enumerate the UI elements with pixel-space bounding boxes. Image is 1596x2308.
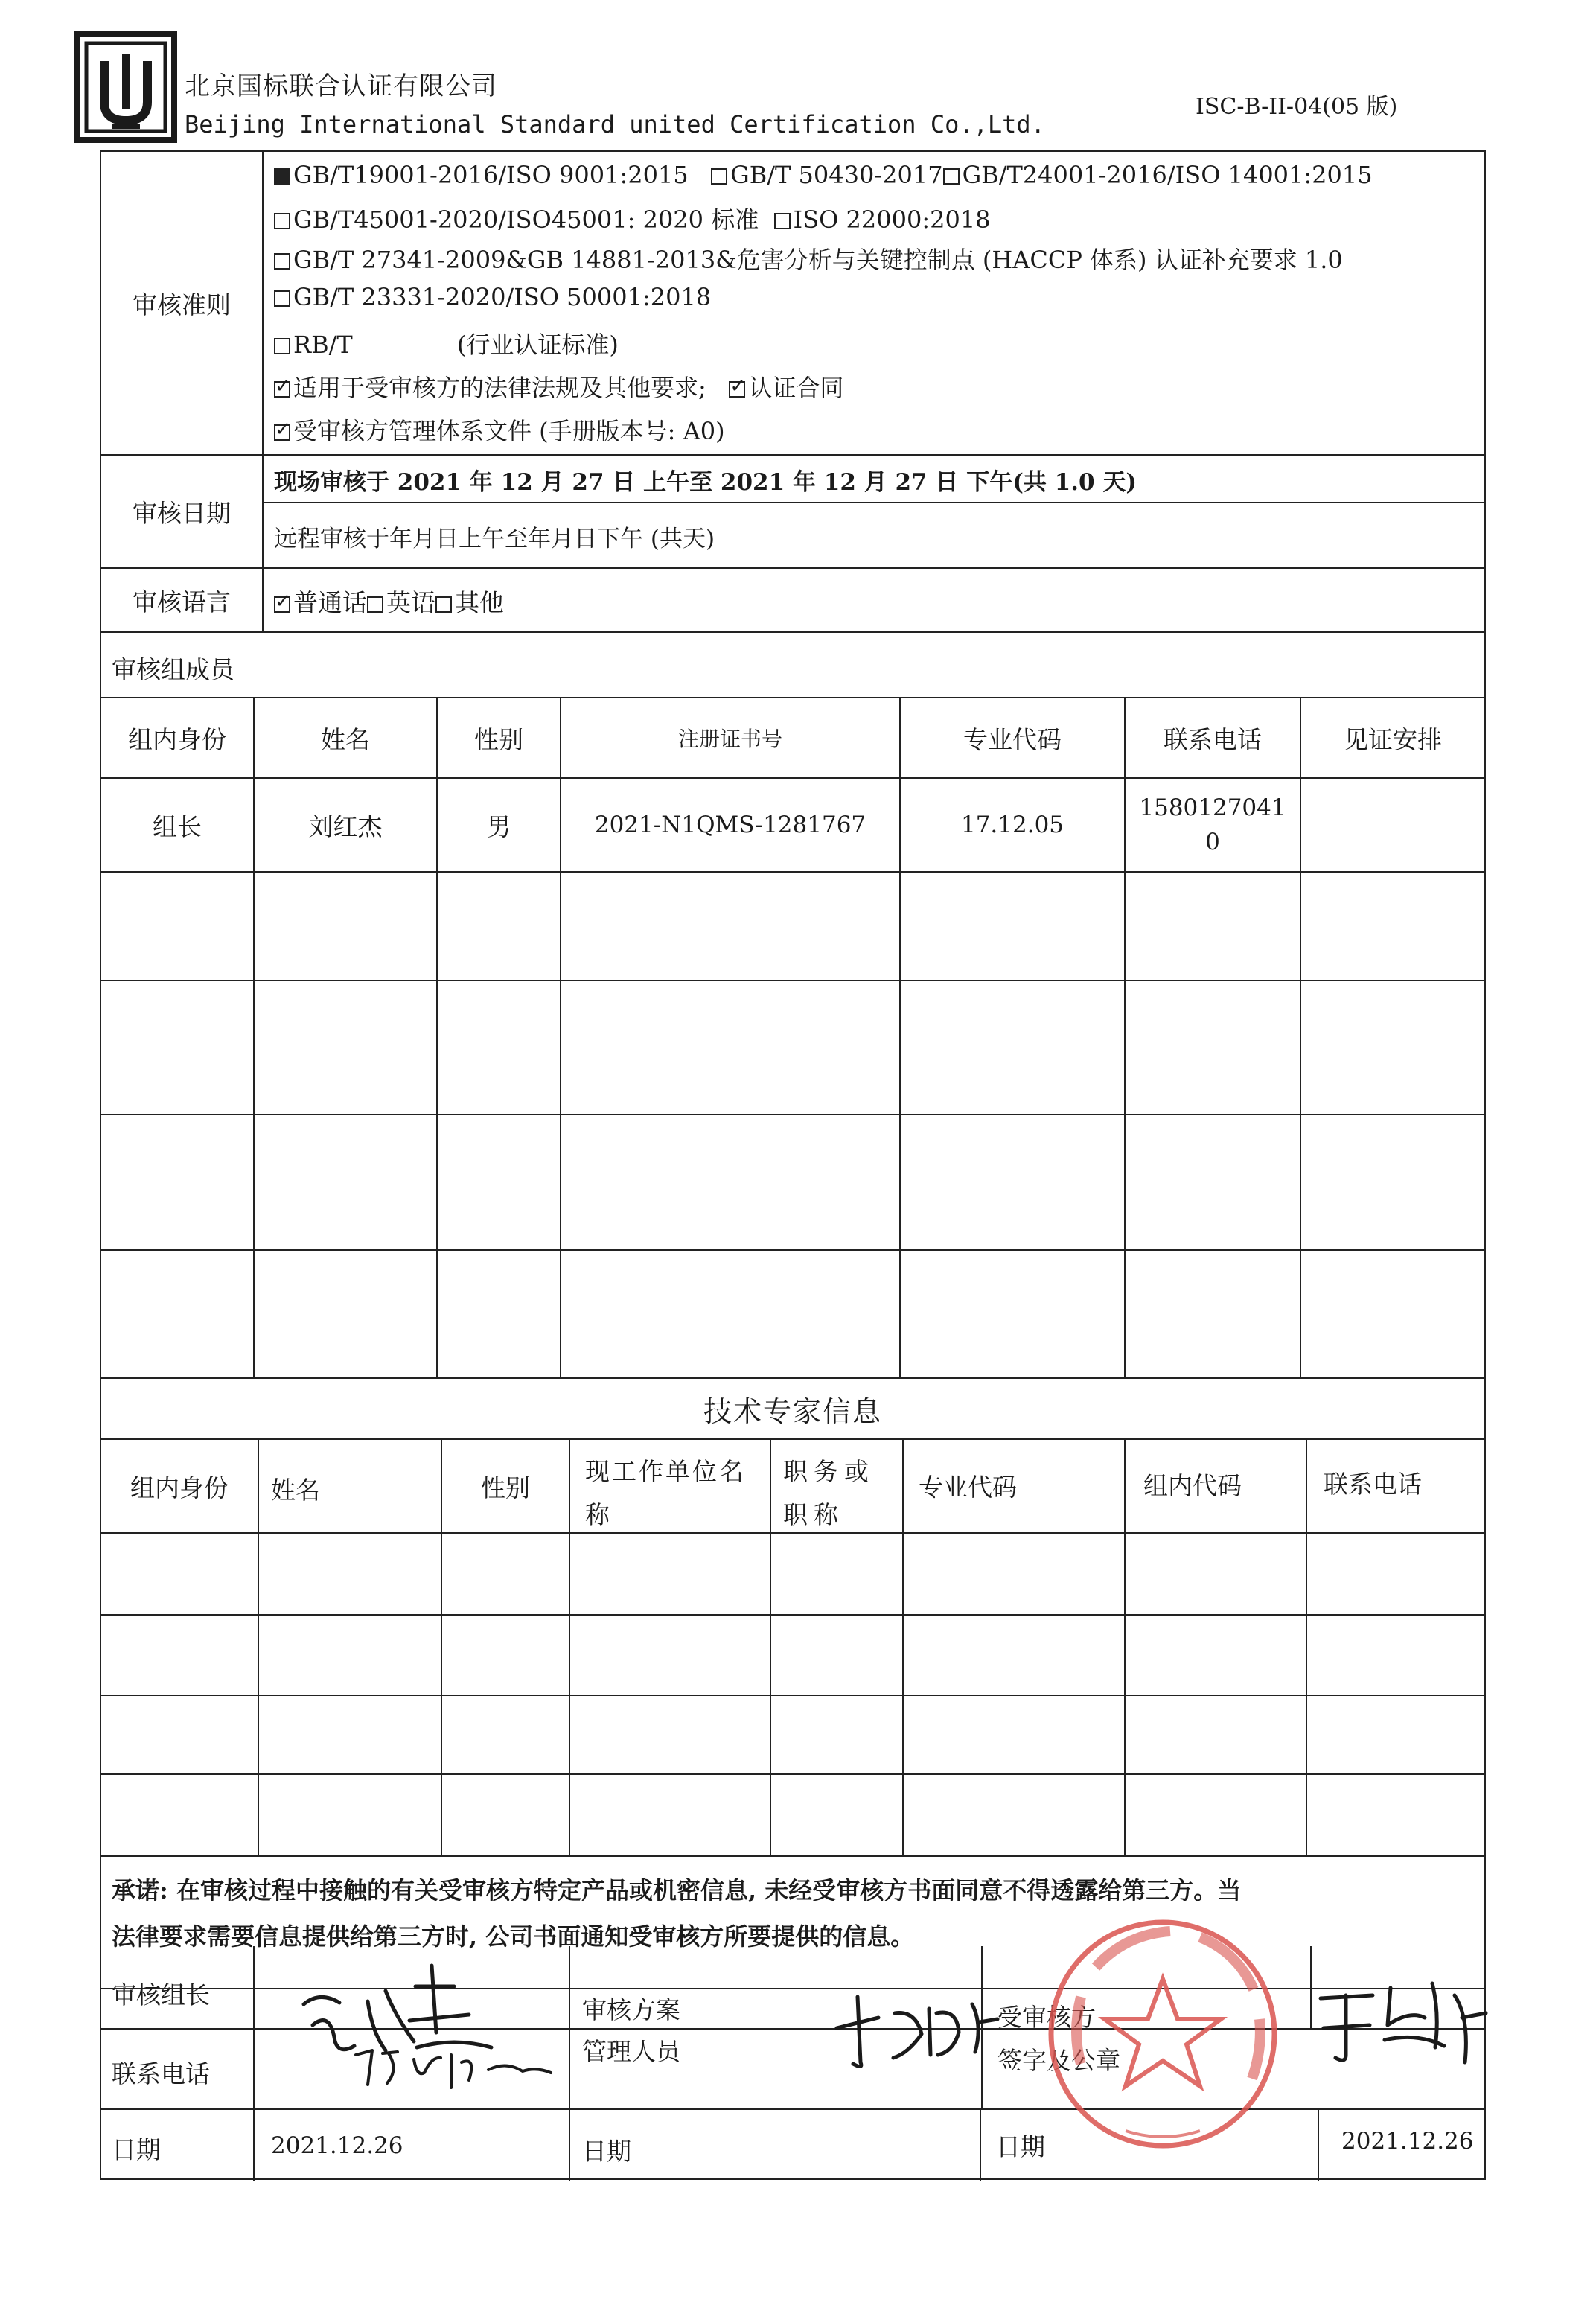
experts-title-row bbox=[101, 1379, 1484, 1440]
expert-header-gender bbox=[442, 1440, 570, 1532]
team-header-cert bbox=[561, 698, 901, 777]
criteria-iso9001: GB/T19001-2016/ISO 9001:2015 bbox=[293, 161, 689, 189]
checkbox-mandarin[interactable] bbox=[274, 596, 290, 613]
plan-manager-label-2: 管理人员 bbox=[582, 2037, 680, 2066]
member-gender: 男 bbox=[486, 812, 511, 841]
remote-audit-date: 远程审核于年月日上午至年月日下午 (共天) bbox=[274, 526, 715, 552]
auditee-date-label: 日期 bbox=[996, 2132, 1045, 2161]
member-role-cell bbox=[101, 779, 255, 871]
member-code: 17.12.05 bbox=[960, 812, 1064, 838]
audit-language-options bbox=[274, 584, 504, 619]
language-english: 英语 bbox=[386, 588, 435, 617]
team-header-row bbox=[101, 698, 1484, 779]
expert-header-role-text: 组内身份 bbox=[130, 1473, 229, 1502]
audit-criteria-label: 审核准则 bbox=[133, 290, 231, 319]
checkbox-iso9001[interactable] bbox=[274, 168, 290, 185]
checkbox-english[interactable] bbox=[367, 596, 383, 613]
member-cert-cell bbox=[561, 779, 901, 871]
header-cert: 注册证书号 bbox=[677, 727, 782, 751]
member-role: 组长 bbox=[153, 812, 202, 841]
checkbox-other[interactable] bbox=[435, 596, 452, 613]
language-mandarin: 普通话 bbox=[293, 588, 367, 617]
header-witness: 见证安排 bbox=[1344, 724, 1442, 754]
checkbox-gb50430[interactable] bbox=[711, 168, 727, 185]
criteria-rbt: RB/T bbox=[293, 331, 353, 359]
experts-title: 技术专家信息 bbox=[703, 1394, 882, 1428]
criteria-line-5 bbox=[274, 326, 619, 360]
team-label: 审核组成员 bbox=[112, 655, 234, 684]
expert-header-group-code-text: 组内代码 bbox=[1143, 1471, 1242, 1500]
team-header-code bbox=[901, 698, 1126, 777]
checkbox-iso50001[interactable] bbox=[274, 290, 290, 307]
expert-header-name-text: 姓名 bbox=[271, 1476, 320, 1505]
plan-date-cell bbox=[570, 2110, 981, 2181]
header-gender: 性别 bbox=[474, 724, 523, 754]
table-row bbox=[101, 1696, 1484, 1775]
team-header-role bbox=[101, 698, 255, 777]
criteria-legal-requirements: 适用于受审核方的法律法规及其他要求; bbox=[293, 374, 706, 402]
onsite-audit-date: 现场审核于 2021 年 12 月 27 日 上午至 2021 年 12 月 27 日 下午(共 1.0 天) bbox=[274, 469, 1137, 496]
language-other: 其他 bbox=[455, 588, 504, 617]
expert-header-title-text: 职务或职称 bbox=[783, 1457, 875, 1529]
audit-language-row bbox=[101, 569, 1484, 633]
expert-header-name bbox=[259, 1440, 442, 1532]
team-header-witness bbox=[1301, 698, 1484, 777]
member-name-cell bbox=[255, 779, 438, 871]
audit-date-row bbox=[101, 456, 1484, 569]
expert-header-code-text: 专业代码 bbox=[919, 1473, 1017, 1502]
criteria-iso14001: GB/T24001-2016/ISO 14001:2015 bbox=[962, 161, 1373, 189]
criteria-line-2 bbox=[274, 201, 991, 235]
plan-manager-signature bbox=[826, 1980, 1005, 2077]
criteria-line-3 bbox=[274, 241, 1343, 275]
expert-header-gender-text: 性别 bbox=[481, 1473, 530, 1502]
audit-language-label: 审核语言 bbox=[133, 587, 231, 616]
pledge-line-2: 法律要求需要信息提供给第三方时, 公司书面通知受审核方所要提供的信息。 bbox=[112, 1922, 915, 1951]
header-phone: 联系电话 bbox=[1164, 724, 1262, 754]
leader-date-cell bbox=[255, 2110, 570, 2181]
criteria-line-6 bbox=[274, 369, 843, 404]
leader-date-label-cell bbox=[101, 2110, 255, 2181]
leader-label: 审核组长 bbox=[112, 1980, 210, 2009]
criteria-line-1 bbox=[274, 161, 1373, 189]
member-cert: 2021-N1QMS-1281767 bbox=[594, 812, 866, 838]
leader-phone-handwriting bbox=[350, 2025, 573, 2100]
checkbox-haccp[interactable] bbox=[274, 253, 290, 270]
audit-language-label-cell bbox=[101, 569, 264, 631]
criteria-iso50001: GB/T 23331-2020/ISO 50001:2018 bbox=[293, 283, 712, 311]
audit-form-table bbox=[100, 150, 1486, 2180]
criteria-management-docs: 受审核方管理体系文件 (手册版本号: A0) bbox=[293, 417, 725, 445]
criteria-line-4 bbox=[274, 283, 711, 311]
checkbox-iso45001[interactable] bbox=[274, 213, 290, 229]
checkbox-management-docs[interactable] bbox=[274, 424, 290, 441]
expert-header-code bbox=[904, 1440, 1126, 1532]
member-phone-cell bbox=[1126, 779, 1301, 871]
checkbox-certification-contract[interactable] bbox=[729, 381, 745, 398]
criteria-line-7 bbox=[274, 412, 725, 447]
table-row bbox=[101, 779, 1484, 873]
plan-manager-label-1: 审核方案 bbox=[582, 1995, 680, 2024]
team-header-name bbox=[255, 698, 438, 777]
table-row bbox=[101, 873, 1484, 981]
criteria-gb50430: GB/T 50430-2017 bbox=[730, 161, 943, 189]
member-phone-line2: 0 bbox=[1205, 829, 1220, 855]
header-name: 姓名 bbox=[321, 724, 370, 754]
criteria-certification-contract: 认证合同 bbox=[748, 374, 844, 402]
audit-date-label: 审核日期 bbox=[133, 498, 231, 528]
experts-header-row bbox=[101, 1440, 1484, 1534]
auditee-label-2: 签字及公章 bbox=[998, 2046, 1120, 2075]
table-row bbox=[101, 1251, 1484, 1379]
leader-date: 2021.12.26 bbox=[271, 2132, 403, 2159]
expert-header-role bbox=[101, 1440, 259, 1532]
expert-header-phone bbox=[1307, 1440, 1484, 1532]
onsite-date-cell bbox=[264, 456, 1484, 503]
audit-date-label-cell bbox=[101, 456, 264, 567]
member-code-cell bbox=[901, 779, 1126, 871]
expert-header-phone-text: 联系电话 bbox=[1324, 1470, 1422, 1499]
checkbox-rbt[interactable] bbox=[274, 338, 290, 354]
expert-header-group-code bbox=[1126, 1440, 1307, 1532]
table-row bbox=[101, 1616, 1484, 1696]
company-name-en: Beijing International Standard united Certification Co.,Ltd. bbox=[185, 110, 1045, 138]
member-phone-line1: 1580127041 bbox=[1139, 794, 1286, 821]
expert-header-employer-text: 现工作单位名称 bbox=[585, 1457, 746, 1529]
checkbox-legal-requirements[interactable] bbox=[274, 381, 290, 398]
remote-date-cell bbox=[264, 503, 1484, 567]
company-name-zh: 北京国标联合认证有限公司 bbox=[185, 71, 497, 101]
criteria-haccp: GB/T 27341-2009&GB 14881-2013&危害分析与关键控制点 (HACCP 体系) 认证补充要求 1.0 bbox=[293, 246, 1343, 274]
team-header-phone bbox=[1126, 698, 1301, 777]
phone-label: 联系电话 bbox=[112, 2059, 210, 2088]
header-code: 专业代码 bbox=[963, 724, 1062, 754]
auditee-date: 2021.12.26 bbox=[1341, 2128, 1474, 2155]
leader-label-cell bbox=[101, 1946, 255, 2028]
header-role: 组内身份 bbox=[128, 724, 226, 754]
member-name: 刘红杰 bbox=[308, 812, 383, 841]
checkbox-iso22000[interactable] bbox=[774, 213, 791, 229]
criteria-iso22000: ISO 22000:2018 bbox=[793, 205, 991, 234]
member-witness-cell bbox=[1301, 779, 1484, 871]
auditee-date-cell bbox=[1319, 2110, 1484, 2181]
auditee-label-1: 受审核方 bbox=[998, 2003, 1096, 2032]
expert-header-title bbox=[771, 1440, 904, 1532]
member-gender-cell bbox=[438, 779, 561, 871]
pledge-line-1: 承诺: 在审核过程中接触的有关受审核方特定产品或机密信息, 未经受审核方书面同意不得透露给第三方。当 bbox=[112, 1876, 1242, 1904]
document-code: ISC-B-II-04(05 版) bbox=[1196, 94, 1398, 120]
company-logo-icon bbox=[74, 31, 177, 143]
audit-criteria-label-cell bbox=[101, 152, 264, 454]
expert-header-employer bbox=[570, 1440, 771, 1532]
team-header-gender bbox=[438, 698, 561, 777]
checkbox-iso14001[interactable] bbox=[943, 168, 960, 185]
team-label-row bbox=[101, 633, 1484, 698]
company-seal-stamp bbox=[1036, 1907, 1289, 2161]
criteria-iso45001: GB/T45001-2020/ISO45001: 2020 标准 bbox=[293, 205, 759, 234]
leader-date-label: 日期 bbox=[112, 2135, 161, 2164]
auditee-signature bbox=[1313, 1966, 1492, 2077]
table-row bbox=[101, 981, 1484, 1115]
criteria-industry-standard: (行业认证标准) bbox=[456, 331, 619, 359]
audit-criteria-row bbox=[101, 152, 1484, 456]
phone-label-cell bbox=[101, 2030, 255, 2108]
table-row bbox=[101, 1534, 1484, 1616]
table-row bbox=[101, 1115, 1484, 1251]
plan-date-label: 日期 bbox=[582, 2137, 631, 2166]
